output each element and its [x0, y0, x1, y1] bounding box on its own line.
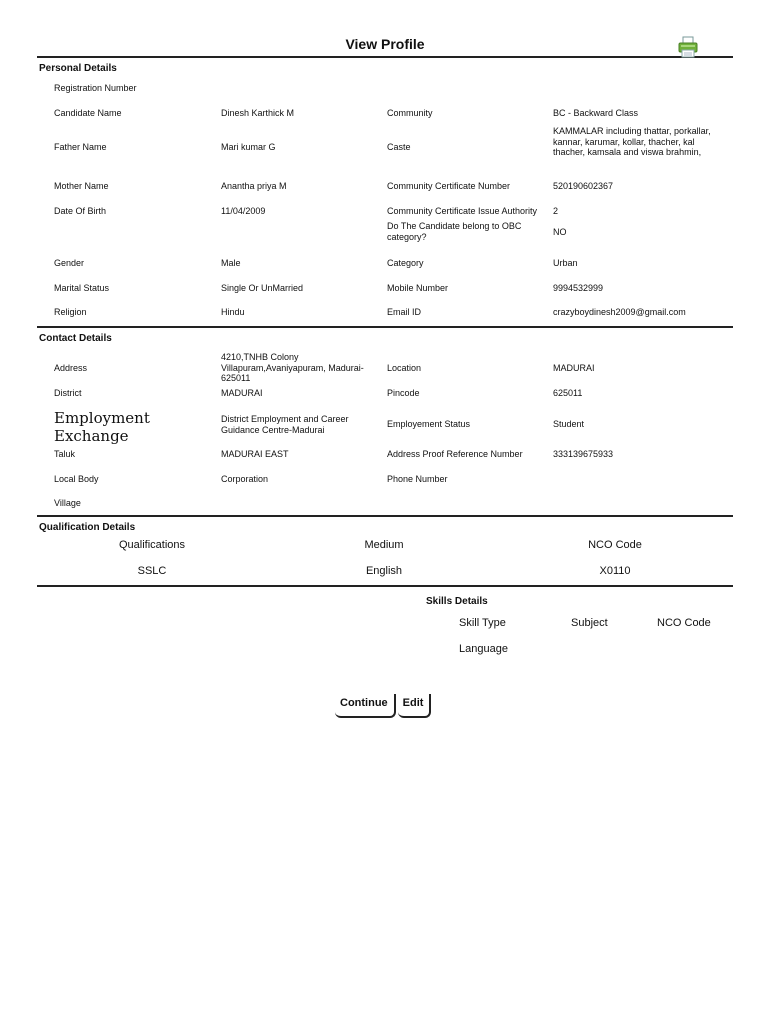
- table-row: [37, 560, 733, 587]
- row-dob: [37, 206, 733, 221]
- registration-label: Registration Number: [54, 83, 137, 93]
- skill-language: Language: [459, 643, 508, 655]
- row-employment-exchange: [37, 406, 733, 449]
- district-value: MADURAI: [221, 388, 263, 398]
- district-label: District: [54, 388, 82, 398]
- employment-exchange-value: District Employment and Career Guidance Centre-Madurai: [221, 414, 349, 435]
- location-label: Location: [387, 363, 422, 373]
- row-district: [37, 388, 733, 406]
- profile-page: [37, 0, 733, 677]
- cert-authority-label: Community Certificate Issue Authority: [387, 206, 538, 216]
- page-title: View Profile: [345, 36, 425, 52]
- email-label: Email ID: [387, 307, 422, 317]
- row-father-name: [37, 126, 733, 181]
- mother-name-label: Mother Name: [54, 181, 109, 191]
- col-skill-nco-code: NCO Code: [657, 617, 711, 629]
- father-name-label: Father Name: [54, 142, 107, 152]
- mother-name-value: Anantha priya M: [221, 181, 287, 191]
- employment-exchange-label: Employment Exchange: [54, 409, 150, 445]
- marital-value: Single Or UnMarried: [221, 283, 304, 293]
- category-label: Category: [387, 258, 424, 268]
- row-address: [37, 352, 733, 388]
- local-body-value: Corporation: [221, 474, 269, 484]
- address-value: 4210,TNHB Colony Villapuram,Avaniyapuram, Madurai-625011: [221, 352, 364, 383]
- village-label: Village: [54, 498, 81, 508]
- printer-icon[interactable]: [677, 36, 699, 58]
- row-gender: [37, 258, 733, 283]
- category-value: Urban: [553, 258, 578, 268]
- title-bar: [37, 0, 733, 58]
- qualification-details-heading: Qualification Details: [39, 522, 136, 533]
- col-skill-type: Skill Type: [459, 617, 506, 629]
- father-name-value: Mari kumar G: [221, 142, 276, 152]
- continue-button[interactable]: Continue: [335, 694, 396, 718]
- col-subject: Subject: [571, 617, 608, 629]
- mobile-value: 9994532999: [553, 283, 604, 293]
- dob-label: Date Of Birth: [54, 206, 107, 216]
- row-obc: [37, 221, 733, 258]
- cert-number-label: Community Certificate Number: [387, 181, 511, 191]
- caste-label: Caste: [387, 142, 411, 152]
- row-candidate-name: [37, 108, 733, 126]
- row-local-body: [37, 474, 733, 498]
- nco-code-value: X0110: [599, 565, 631, 577]
- marital-label: Marital Status: [54, 283, 110, 293]
- phone-number-label: Phone Number: [387, 474, 448, 484]
- personal-details-heading: Personal Details: [39, 63, 117, 74]
- col-medium: Medium: [364, 539, 404, 551]
- contact-details-heading: Contact Details: [39, 333, 112, 344]
- cert-number-value: 520190602367: [553, 181, 614, 191]
- obc-value: NO: [553, 227, 567, 237]
- edit-button[interactable]: Edit: [398, 694, 432, 718]
- pincode-label: Pincode: [387, 388, 420, 398]
- medium-value: English: [365, 565, 403, 577]
- row-village: [37, 498, 733, 517]
- address-proof-label: Address Proof Reference Number: [387, 449, 523, 459]
- row-registration: [37, 83, 733, 108]
- col-nco-code: NCO Code: [588, 539, 642, 551]
- community-value: BC - Backward Class: [553, 108, 639, 118]
- address-label: Address: [54, 363, 88, 373]
- email-value: crazyboydinesh2009@gmail.com: [553, 307, 686, 317]
- address-proof-value: 333139675933: [553, 449, 614, 459]
- pincode-value: 625011: [553, 388, 583, 398]
- gender-value: Male: [221, 258, 241, 268]
- row-religion: [37, 307, 733, 328]
- col-qualifications: Qualifications: [118, 539, 186, 551]
- employment-status-value: Student: [553, 419, 585, 429]
- dob-value: 11/04/2009: [221, 206, 266, 216]
- candidate-name-value: Dinesh Karthick M: [221, 108, 295, 118]
- employment-status-label: Employement Status: [387, 419, 471, 429]
- religion-label: Religion: [54, 307, 87, 317]
- community-label: Community: [387, 108, 433, 118]
- taluk-value: MADURAI EAST: [221, 449, 289, 459]
- obc-label: Do The Candidate belong to OBC category?: [387, 221, 522, 242]
- skills-details-heading: Skills Details: [426, 596, 488, 607]
- gender-label: Gender: [54, 258, 85, 268]
- cert-authority-value: 2: [553, 206, 559, 216]
- local-body-label: Local Body: [54, 474, 99, 484]
- religion-value: Hindu: [221, 307, 245, 317]
- mobile-label: Mobile Number: [387, 283, 449, 293]
- taluk-label: Taluk: [54, 449, 76, 459]
- caste-value: KAMMALAR including thattar, porkallar, kannar, karumar, kollar, thacher, kal thacher, kamsala and viswa brahmin,: [553, 126, 711, 157]
- action-buttons: [335, 694, 433, 718]
- location-value: MADURAI: [553, 363, 595, 373]
- candidate-name-label: Candidate Name: [54, 108, 122, 118]
- row-taluk: [37, 449, 733, 474]
- qualification-header-row: [37, 536, 733, 560]
- row-mother-name: [37, 181, 733, 206]
- qualification-value: SSLC: [137, 565, 167, 577]
- skills-section: [37, 587, 733, 677]
- row-marital: [37, 283, 733, 307]
